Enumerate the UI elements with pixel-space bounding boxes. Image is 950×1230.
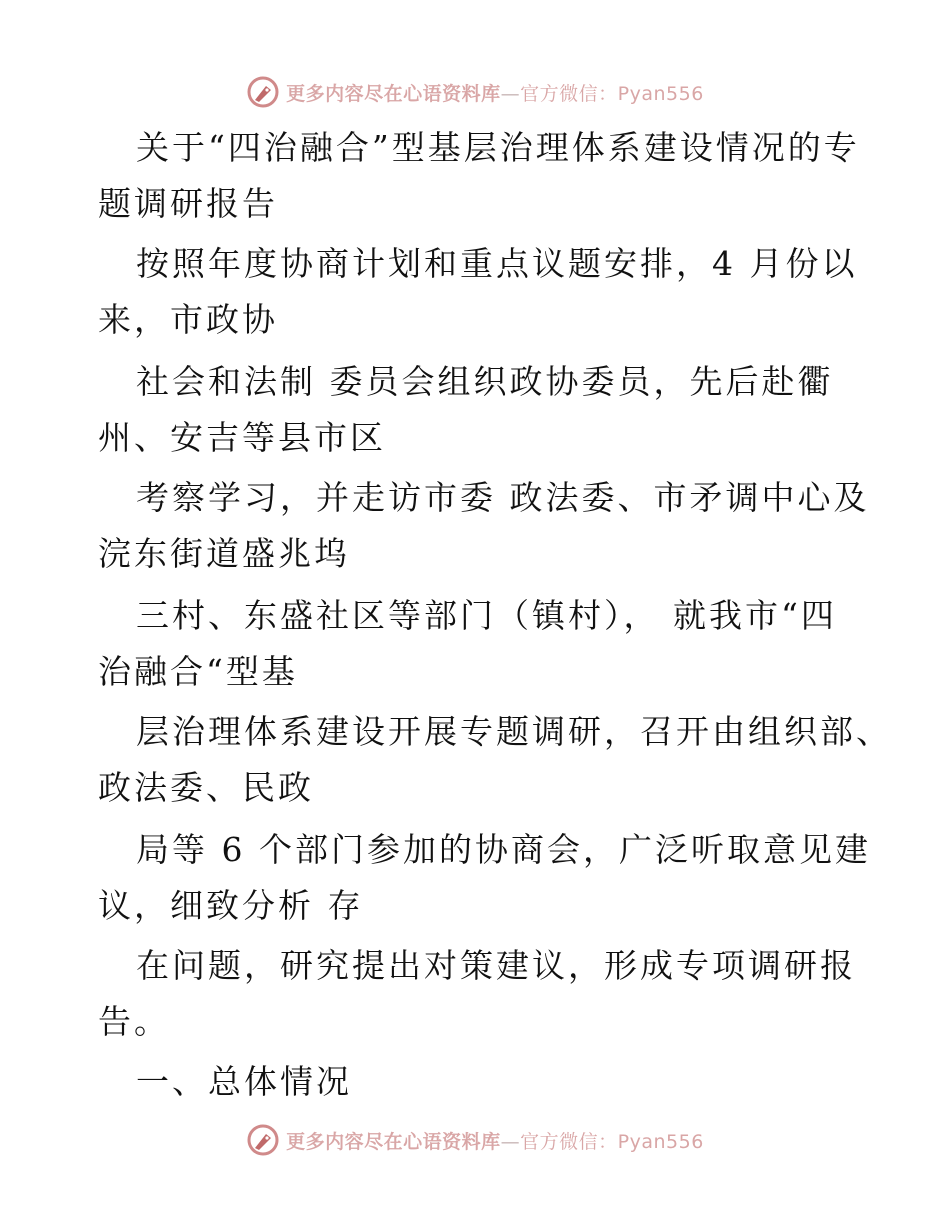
paragraph-line: 在问题，研究提出对策建议，形成专项调研报 (136, 946, 856, 985)
paragraph-line: 按照年度协商计划和重点议题安排，4 月份以 (136, 244, 858, 283)
paragraph-line: 告。 (98, 1002, 170, 1041)
footer-watermark (0, 1120, 950, 1160)
paragraph-line: 层治理体系建设开展专题调研，召开由组织部、 (136, 712, 892, 751)
paragraph-line: 议，细致分析 存 (98, 886, 364, 925)
paragraph-line: 社会和法制 委员会组织政协委员，先后赴衢 (136, 362, 834, 401)
watermark-dash: — (500, 1130, 521, 1153)
section-heading: 一、总体情况 (136, 1062, 352, 1101)
paragraph-line: 考察学习，并走访市委 政法委、市矛调中心及 (136, 478, 870, 517)
watermark-contact: 官方微信：Pyan556 (520, 1130, 704, 1153)
watermark-text (286, 79, 704, 106)
watermark-brand: 更多内容尽在心语资料库 (286, 1130, 501, 1153)
header-watermark (0, 72, 950, 112)
title-line-2: 题调研报告 (98, 184, 278, 223)
pen-nib-circle-icon (246, 75, 280, 109)
paragraph-line: 浣东街道盛兆坞 (98, 534, 350, 573)
paragraph-line: 局等 6 个部门参加的协商会，广泛听取意见建 (136, 830, 871, 869)
watermark-brand: 更多内容尽在心语资料库 (286, 82, 501, 105)
paragraph-line: 治融合“型基 (98, 652, 298, 691)
title-line-1: 关于“四治融合”型基层治理体系建设情况的专 (136, 128, 860, 167)
watermark-text (286, 1127, 704, 1154)
paragraph-line: 三村、东盛社区等部门（镇村）， 就我市“四 (136, 596, 837, 635)
watermark-dash: — (500, 82, 521, 105)
paragraph-line: 州、安吉等县市区 (98, 418, 386, 457)
watermark-contact: 官方微信：Pyan556 (520, 82, 704, 105)
paragraph-line: 政法委、民政 (98, 768, 314, 807)
pen-nib-circle-icon (246, 1123, 280, 1157)
paragraph-line: 来，市政协 (98, 300, 278, 339)
